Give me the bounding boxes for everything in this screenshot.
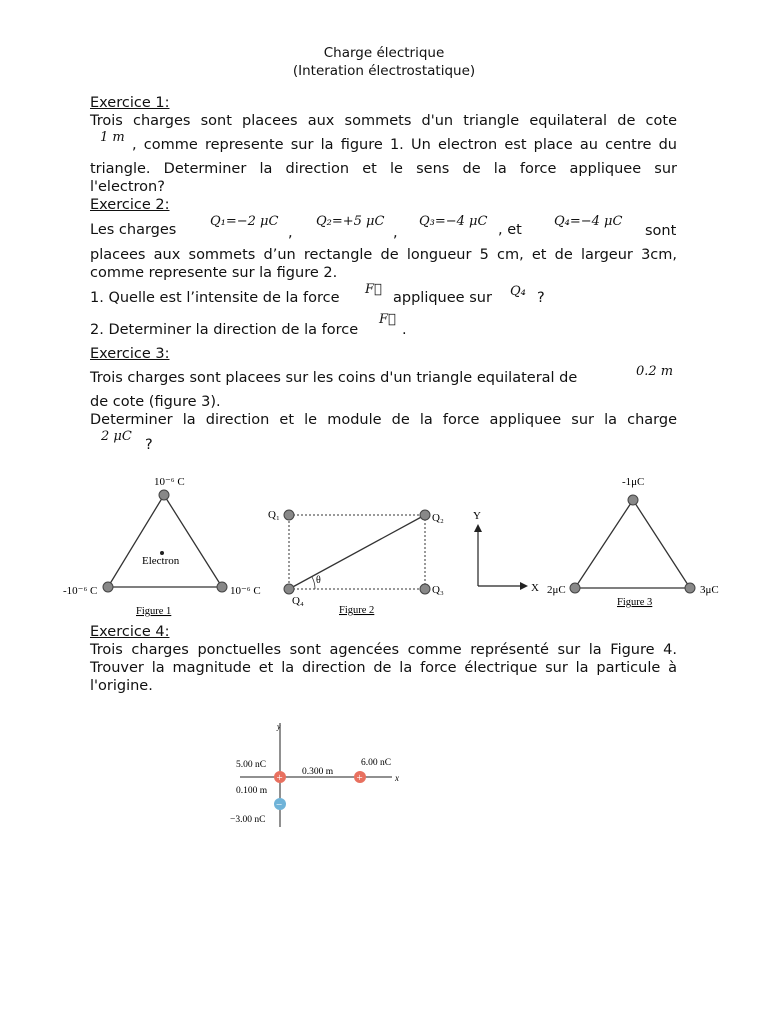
fig1-top-label: 10⁻⁶ C xyxy=(154,476,185,488)
comma-2: , xyxy=(393,225,398,241)
fig2-caption: Figure 2 xyxy=(339,605,375,616)
fig4-dist-y: 0.100 m xyxy=(236,786,268,796)
fig3-right-label: 3μC xyxy=(700,584,719,596)
fig1-electron-label: Electron xyxy=(142,555,180,567)
charge-q4: Q₄=−4 μC xyxy=(554,214,623,229)
exercise-1-heading: Exercice 1: xyxy=(90,95,170,111)
charge-q4-ref: Q₄ xyxy=(510,284,526,299)
figure-2 xyxy=(268,509,444,616)
question-2-text: 2. Determiner la direction de la force xyxy=(90,322,359,338)
question-1-text: 1. Quelle est l’intensite de la force xyxy=(90,290,340,306)
exercise-3-end: ? xyxy=(145,437,153,453)
fig1-caption: Figure 1 xyxy=(136,606,172,617)
exercise-4-line-3: l'origine. xyxy=(90,678,153,694)
exercise-4-line-1: Trois charges ponctuelles sont agencées comme représenté sur la Figure 4. xyxy=(90,642,677,658)
charge-top-3 xyxy=(628,495,638,505)
charge-top xyxy=(159,490,169,500)
charge-q2-marker xyxy=(420,510,430,520)
exercise-1-line-1: Trois charges sont placees aux sommets d'un triangle equilateral de cote xyxy=(90,113,677,129)
axis-y-label: Y xyxy=(473,510,481,522)
fig4-q-below: −3.00 nC xyxy=(230,815,266,825)
fig3-caption: Figure 3 xyxy=(617,597,653,608)
fig4-q-right: 6.00 nC xyxy=(361,758,392,768)
exercise-2-line-2: placees aux sommets d’un rectangle de longueur 5 cm, et de largeur 3cm, xyxy=(90,247,677,263)
page-title: Charge électrique xyxy=(323,45,445,61)
charge-left-3 xyxy=(570,583,580,593)
fig3-left-label: 2μC xyxy=(547,584,566,596)
question-2-end: . xyxy=(402,322,407,338)
charge-right xyxy=(217,582,227,592)
force-vector-1: F⃗ xyxy=(365,282,382,297)
fig3-top-label: -1μC xyxy=(622,476,645,488)
exercise-3-line-3: Determiner la direction et le module de la force appliquee sur la charge xyxy=(90,412,677,428)
fig4-q-origin: 5.00 nC xyxy=(236,760,267,770)
fig1-right-label: 10⁻⁶ C xyxy=(230,585,261,597)
exercise-1-line-2: , comme represente sur la figure 1. Un electron est place au centre du xyxy=(132,137,677,153)
math-charge-2uC: 2 μC xyxy=(101,429,132,444)
math-side-1m: 1 m xyxy=(100,130,125,145)
exercise-4-heading: Exercice 4: xyxy=(90,624,170,640)
plus-sign-origin: + xyxy=(276,772,283,784)
exercise-2-heading: Exercice 2: xyxy=(90,197,170,213)
fig2-q2-label: Q₂ xyxy=(432,512,444,524)
minus-sign-below: − xyxy=(276,799,283,811)
question-1-text-2: appliquee sur xyxy=(393,290,492,306)
charge-q2: Q₂=+5 μC xyxy=(316,214,385,229)
charge-left xyxy=(103,582,113,592)
exercise-4-line-2: Trouver la magnitude et la direction de la force électrique sur la particule à xyxy=(90,660,677,676)
fig2-theta-label: θ xyxy=(316,575,321,586)
exercise-2-line-3: comme represente sur la figure 2. xyxy=(90,265,338,281)
sont-text: sont xyxy=(645,223,677,239)
question-1-end: ? xyxy=(537,290,545,306)
fig4-y-label: y xyxy=(277,722,281,731)
exercise-1-line-4: l'electron? xyxy=(90,179,165,195)
exercise-3-heading: Exercice 3: xyxy=(90,346,170,362)
figures-row xyxy=(0,465,768,625)
exercise-1-line-3: triangle. Determiner la direction et le sens de la force appliquee sur xyxy=(90,161,677,177)
fig1-left-label: -10⁻⁶ C xyxy=(63,585,98,597)
exercise-3-line-1: Trois charges sont placees sur les coins d'un triangle equilateral de xyxy=(90,370,578,386)
figure-4 xyxy=(220,715,420,835)
fig2-q3-label: Q₃ xyxy=(432,584,444,596)
force-vector-2: F⃗ xyxy=(379,312,396,327)
plus-sign-right: + xyxy=(356,772,363,784)
figure-1 xyxy=(63,476,261,617)
math-side-0-2m: 0.2 m xyxy=(636,364,674,379)
et-text: , et xyxy=(498,222,522,238)
fig4-dist-x: 0.300 m xyxy=(302,767,334,777)
fig2-q4-label: Q₄ xyxy=(292,595,304,607)
page-subtitle: (Interation électrostatique) xyxy=(292,63,476,79)
figure-3 xyxy=(547,476,719,608)
comma-1: , xyxy=(288,225,293,241)
charge-q3-marker xyxy=(420,584,430,594)
charge-q1-marker xyxy=(284,510,294,520)
exercise-2-les-charges: Les charges xyxy=(90,222,177,238)
fig4-x-label: x xyxy=(395,773,399,783)
charge-q1: Q₁=−2 μC xyxy=(210,214,279,229)
charge-q4-marker xyxy=(284,584,294,594)
charge-q3: Q₃=−4 μC xyxy=(419,214,488,229)
charge-right-3 xyxy=(685,583,695,593)
fig2-q1-label: Q₁ xyxy=(268,509,280,521)
xy-axes xyxy=(473,510,539,594)
exercise-3-line-2: de cote (figure 3). xyxy=(90,394,221,410)
axis-x-label: X xyxy=(531,582,539,594)
